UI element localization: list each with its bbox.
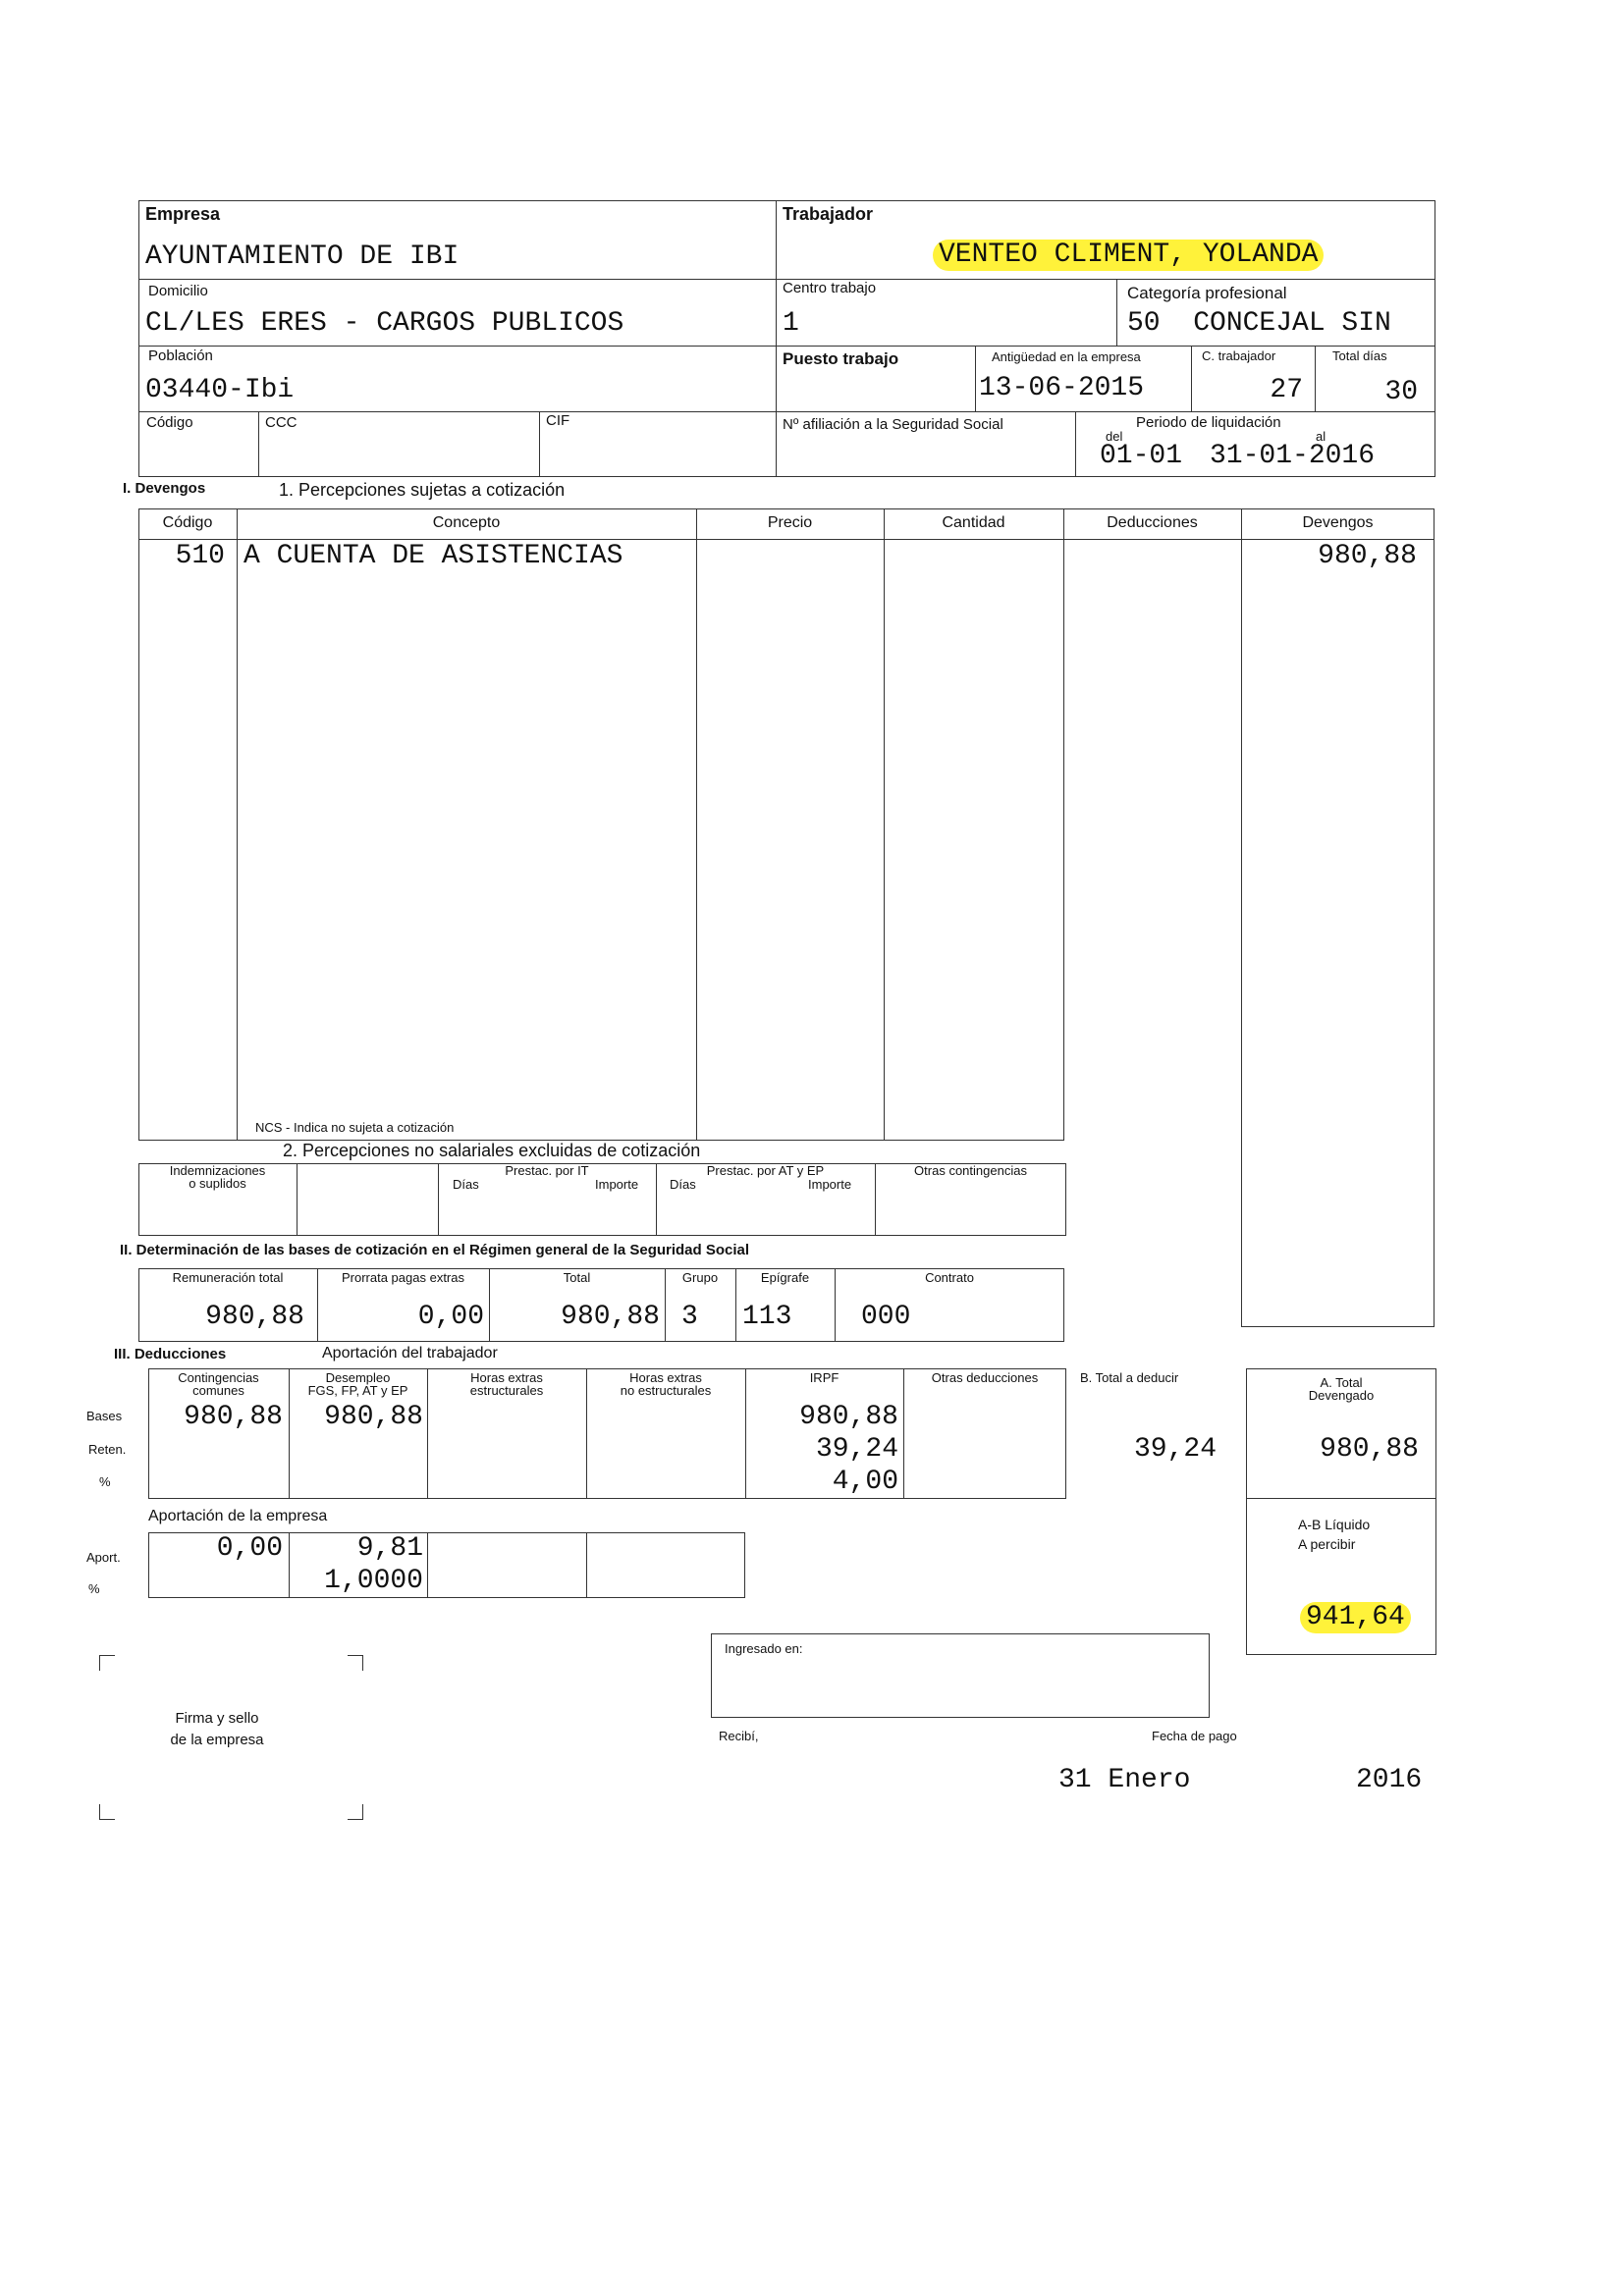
dias-label: Días — [670, 1177, 696, 1192]
aport-desempleo-value: 9,81 — [356, 1533, 423, 1564]
col-line — [745, 1368, 746, 1499]
col-concepto: Concepto — [432, 514, 501, 531]
cont-comunes-label: Contingencias — [178, 1370, 259, 1385]
grupo-value: 3 — [681, 1302, 698, 1332]
deducciones-header-bottom — [1063, 539, 1241, 540]
prest-at-label: Prestac. por AT y EP — [706, 1163, 825, 1178]
ccc-label: CCC — [265, 414, 298, 431]
row-codigo: 510 — [175, 541, 225, 571]
contrato-label: Contrato — [925, 1270, 974, 1285]
col-precio: Precio — [767, 514, 813, 531]
antiguedad-value: 13-06-2015 — [979, 373, 1145, 403]
stamp-corner — [348, 1655, 363, 1671]
contrato-value: 000 — [861, 1302, 911, 1332]
prest-it-label: Prestac. por IT — [505, 1163, 589, 1178]
importe-label: Importe — [808, 1177, 852, 1192]
col-line — [696, 508, 697, 1141]
col-line — [903, 1368, 904, 1499]
devengos-total-column — [1241, 508, 1435, 1327]
col-line — [884, 508, 885, 1141]
row-devengos: 980,88 — [1318, 541, 1417, 571]
irpf-pct: 4,00 — [832, 1467, 898, 1497]
horas-noest-label: Horas extras — [629, 1370, 702, 1385]
col-line — [427, 1532, 428, 1598]
stamp-corner — [348, 1804, 363, 1820]
desempleo-label: Desempleo — [325, 1370, 391, 1385]
puesto-label: Puesto trabajo — [783, 349, 899, 368]
cont-comunes-base: 980,88 — [184, 1402, 283, 1432]
otras-deducciones-label: Otras deducciones — [931, 1370, 1039, 1385]
total-deducir-label: B. Total a deducir — [1080, 1370, 1179, 1385]
antiguedad-label: Antigüedad en la empresa — [992, 349, 1141, 364]
otras-contingencias-label: Otras contingencias — [914, 1163, 1027, 1178]
bases-section-label: II. Determinación de las bases de cotización en el Régimen general de la Seguridad Social — [120, 1242, 750, 1258]
prorrata-label: Prorrata pagas extras — [341, 1270, 464, 1285]
ingresado-label: Ingresado en: — [725, 1641, 803, 1656]
col-line — [289, 1532, 290, 1598]
grupo-label: Grupo — [681, 1270, 719, 1285]
devengos-header-line — [138, 539, 1064, 540]
dias-label: Días — [453, 1177, 479, 1192]
header-col-line — [1075, 411, 1076, 477]
total-label: Total — [563, 1270, 591, 1285]
col-line — [297, 1163, 298, 1236]
rem-total-label: Remuneración total — [172, 1270, 284, 1285]
stamp-corner — [99, 1655, 115, 1671]
del-label: del — [1106, 429, 1123, 444]
centro-value: 1 — [783, 308, 799, 339]
aport-pct-label: % — [88, 1581, 100, 1596]
aport-row-label: Aport. — [86, 1550, 121, 1565]
total-deducir-value: 39,24 — [1133, 1434, 1217, 1465]
periodo-del-value: 01-01 — [1100, 441, 1183, 471]
centro-label: Centro trabajo — [783, 280, 877, 296]
epigrafe-value: 113 — [742, 1302, 792, 1332]
header-col-line — [975, 346, 976, 411]
indemn-label-2: o suplidos — [189, 1176, 246, 1191]
codigo-label: Código — [146, 414, 193, 431]
irpf-label: IRPF — [809, 1370, 839, 1385]
liquido-label: A-B Líquido — [1298, 1517, 1371, 1532]
desempleo-base: 980,88 — [324, 1402, 423, 1432]
col-cantidad: Cantidad — [942, 514, 1005, 531]
aport-cc-value: 0,00 — [216, 1533, 283, 1564]
aport-empresa-label: Aportación de la empresa — [148, 1508, 328, 1524]
domicilio-value: CL/LES ERES - CARGOS PUBLICOS — [145, 308, 624, 339]
liquido-value: 941,64 — [1300, 1602, 1411, 1633]
totaldias-label: Total días — [1332, 348, 1387, 363]
aport-trabajador-label: Aportación del trabajador — [322, 1345, 498, 1362]
irpf-reten: 39,24 — [815, 1434, 898, 1465]
al-label: al — [1316, 429, 1326, 444]
desempleo-label-2: FGS, FP, AT y EP — [307, 1383, 408, 1398]
percepciones-sujetas-label: 1. Percepciones sujetas a cotización — [279, 480, 566, 500]
ncs-note: NCS - Indica no sujeta a cotización — [255, 1120, 455, 1135]
row-concepto: A CUENTA DE ASISTENCIAS — [244, 541, 623, 571]
liquido-label-2: A percibir — [1298, 1536, 1356, 1552]
header-col-line — [1315, 346, 1316, 411]
header-col-line — [1116, 279, 1117, 346]
poblacion-label: Población — [148, 347, 213, 364]
ctrabajador-value: 27 — [1270, 375, 1303, 405]
indemn-label: Indemnizaciones — [169, 1163, 266, 1178]
cif-label: CIF — [546, 412, 570, 429]
header-col-line — [258, 411, 259, 477]
reten-row-label: Reten. — [88, 1442, 127, 1457]
pct-row-label: % — [99, 1474, 111, 1489]
horas-noest-label-2: no estructurales — [620, 1383, 712, 1398]
col-deducciones: Deducciones — [1107, 514, 1198, 531]
col-line — [586, 1532, 587, 1598]
col-line — [1063, 508, 1064, 1141]
total-value: 980,88 — [561, 1302, 660, 1332]
prorrata-value: 0,00 — [417, 1302, 484, 1332]
deducciones-header-top — [1063, 508, 1241, 509]
fecha-pago-label: Fecha de pago — [1152, 1729, 1237, 1743]
devengos-table — [138, 508, 1064, 1141]
header-row-line — [138, 346, 1435, 347]
stamp-corner — [99, 1804, 115, 1820]
irpf-base: 980,88 — [799, 1402, 898, 1432]
trabajador-value: VENTEO CLIMENT, YOLANDA — [933, 240, 1324, 271]
total-devengado-value: 980,88 — [1320, 1434, 1419, 1465]
col-codigo: Código — [162, 514, 213, 531]
firma-label: Firma y sello — [175, 1710, 259, 1727]
deducciones-section-label: III. Deducciones — [114, 1346, 227, 1362]
total-devengado-label: A. Total — [1320, 1375, 1363, 1390]
cont-comunes-label-2: comunes — [192, 1383, 244, 1398]
ctrabajador-label: C. trabajador — [1202, 348, 1276, 363]
totaldias-value: 30 — [1384, 377, 1418, 407]
rem-total-value: 980,88 — [205, 1302, 304, 1332]
afiliacion-label: Nº afiliación a la Seguridad Social — [783, 416, 1003, 433]
trabajador-label: Trabajador — [783, 204, 874, 224]
fecha-dia-mes: 31 Enero — [1058, 1765, 1191, 1795]
aport-desempleo-pct: 1,0000 — [324, 1566, 423, 1596]
total-devengado-label-2: Devengado — [1308, 1388, 1375, 1403]
horas-est-label: Horas extras — [470, 1370, 543, 1385]
domicilio-label: Domicilio — [148, 283, 208, 299]
fecha-anio: 2016 — [1356, 1765, 1423, 1795]
header-row-line — [138, 411, 1435, 412]
bases-row-label: Bases — [86, 1409, 123, 1423]
empresa-label: Empresa — [145, 204, 221, 224]
categoria-label: Categoría profesional — [1127, 284, 1287, 302]
percepciones-no-salariales-label: 2. Percepciones no salariales excluidas de cotización — [283, 1141, 701, 1160]
importe-label: Importe — [595, 1177, 639, 1192]
header-col-line — [539, 411, 540, 477]
epigrafe-label: Epígrafe — [760, 1270, 810, 1285]
periodo-al-value: 31-01-2016 — [1210, 441, 1376, 471]
header-divider — [776, 200, 777, 477]
header-col-line — [1191, 346, 1192, 411]
col-devengos: Devengos — [1302, 514, 1374, 531]
col-line — [237, 508, 238, 1141]
devengos-section-label: I. Devengos — [123, 480, 206, 497]
periodo-label: Periodo de liquidación — [1136, 414, 1281, 431]
recibi-label: Recibí, — [719, 1729, 759, 1743]
firma-label-2: de la empresa — [170, 1732, 264, 1748]
devengos-header-line — [1241, 539, 1435, 540]
categoria-value: 50 CONCEJAL SIN — [1127, 308, 1391, 339]
horas-est-label-2: estructurales — [469, 1383, 544, 1398]
empresa-value: AYUNTAMIENTO DE IBI — [145, 241, 460, 272]
poblacion-value: 03440-Ibi — [145, 375, 295, 405]
